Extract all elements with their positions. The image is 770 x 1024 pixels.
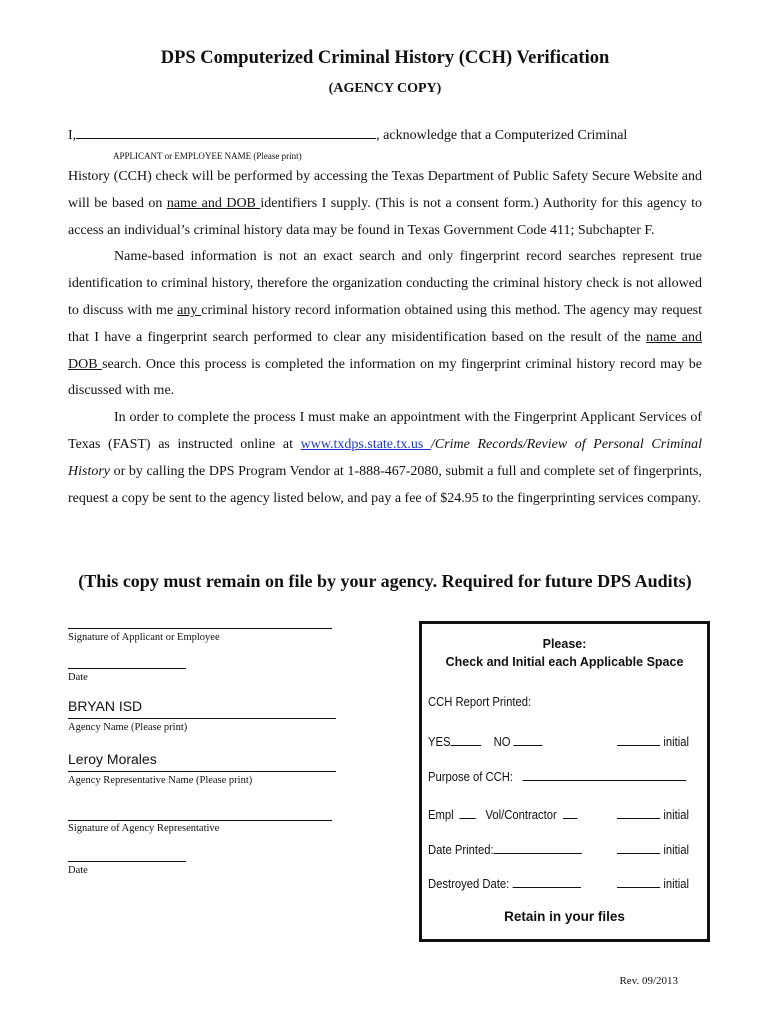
purpose-label: Purpose of CCH: — [428, 770, 514, 784]
initial-row-2 — [617, 807, 689, 822]
destroyed-date-blank[interactable] — [512, 876, 580, 888]
initial-label-2: initial — [663, 808, 689, 822]
p1-text-2: identifiers I supply. (This is not a consent form.) Authority for this agency to access an individual’s criminal history data may be found in Texas Government Code 411; Subchapter F. — [68, 195, 702, 238]
empl-label: Empl — [428, 808, 454, 822]
revision-label: Rev. 09/2013 — [619, 975, 678, 987]
date-line-1[interactable] — [68, 668, 186, 669]
destroyed-date-row — [428, 876, 581, 891]
p2-underline-1: any — [177, 302, 202, 318]
applicant-name-caption: APPLICANT or EMPLOYEE NAME (Please print) — [113, 151, 302, 161]
initial-blank-4[interactable] — [617, 876, 660, 888]
rep-name-line[interactable] — [68, 771, 336, 772]
p3-text-1: In order to complete the process I must make an appointment with the Fingerprint Applicant Services of Texas (FAST) as instructed online at — [68, 410, 702, 452]
p2-text-3: search. Once this process is completed the information on my fingerprint criminal history record may be discussed with me. — [68, 356, 703, 399]
paragraph-2 — [68, 244, 702, 405]
p1-text-1: History (CCH) check will be performed by accessing the Texas Department of Public Safety Secure Website and will be based on — [68, 169, 702, 211]
retain-note: Retain in your files — [504, 909, 625, 924]
report-printed-label: CCH Report Printed: — [428, 695, 532, 709]
vol-blank[interactable] — [563, 807, 577, 819]
no-blank[interactable] — [514, 734, 543, 746]
checklist-heading-2: Check and Initial each Applicable Space — [445, 655, 684, 669]
p3-text-2: or by calling the DPS Program Vendor at 1-888-467-2080, submit a full and complete set of fingerprints, request a copy be sent to the agency listed below, and pay a fee of $24.95 to the fingerprinting services company. — [68, 463, 702, 506]
date-printed-blank[interactable] — [494, 842, 582, 854]
agency-name-label: Agency Name (Please print) — [68, 722, 188, 733]
initial-label-4: initial — [663, 877, 689, 891]
agency-notice: (This copy must remain on file by your agency. Required for future DPS Audits) — [78, 571, 692, 591]
yes-no-row — [428, 734, 542, 749]
vol-label: Vol/Contractor — [485, 808, 557, 822]
form-title: DPS Computerized Criminal History (CCH) Verification — [160, 48, 610, 68]
date-printed-label: Date Printed: — [428, 843, 494, 857]
date-label-2: Date — [68, 865, 88, 876]
purpose-row — [428, 769, 686, 784]
applicant-signature-line[interactable] — [68, 628, 332, 629]
purpose-blank[interactable] — [522, 769, 686, 781]
p2-text-1: Name-based information is not an exact search and only fingerprint record searches represent true identification to criminal history, therefore the organization conducting the criminal history check is not allowed to discuss with me — [68, 249, 702, 318]
date-line-2[interactable] — [68, 861, 186, 862]
initial-row-1 — [617, 734, 689, 749]
initial-row-4 — [617, 876, 689, 891]
initial-blank-3[interactable] — [617, 842, 660, 854]
applicant-signature-label: Signature of Applicant or Employee — [68, 632, 220, 643]
p1-underline: name and DOB — [166, 195, 261, 211]
dps-website-link[interactable]: www.txdps.state.tx.us — [300, 436, 431, 452]
checklist-heading-1: Please: — [542, 637, 587, 651]
form-subtitle: (AGENCY COPY) — [328, 81, 442, 96]
ack-prefix: I, — [68, 128, 77, 143]
acknowledgement-line — [68, 124, 627, 144]
empl-blank[interactable] — [460, 807, 476, 819]
applicant-name-field[interactable] — [76, 124, 376, 139]
initial-label-3: initial — [663, 843, 689, 857]
yes-blank[interactable] — [451, 734, 482, 746]
p2-underline-2: name and DOB — [68, 329, 702, 372]
initial-blank-2[interactable] — [617, 807, 660, 819]
agency-name-value: BRYAN ISD — [68, 698, 143, 714]
empl-row — [428, 807, 577, 822]
agency-signature-label: Signature of Agency Representative — [68, 823, 220, 834]
paragraph-1 — [68, 164, 702, 244]
yes-label: YES — [428, 735, 451, 749]
date-label-1: Date — [68, 672, 88, 683]
ack-suffix: , acknowledge that a Computerized Criminal — [376, 128, 628, 143]
destroyed-date-label: Destroyed Date: — [428, 877, 510, 891]
checklist-box — [419, 621, 710, 942]
date-printed-row — [428, 842, 582, 857]
no-label: NO — [493, 735, 511, 749]
rep-name-label: Agency Representative Name (Please print) — [68, 775, 253, 786]
body-text — [68, 164, 702, 512]
p2-text-2: criminal history record information obtained using this method. The agency may request that I have a fingerprint search performed to clear any misidentification based on the result of the — [68, 302, 702, 345]
p3-italic: /Crime Records/Review of Personal Criminal History — [68, 436, 702, 479]
agency-signature-line[interactable] — [68, 820, 332, 821]
initial-row-3 — [617, 842, 689, 857]
paragraph-3 — [68, 405, 702, 512]
initial-label-1: initial — [663, 735, 689, 749]
rep-name-value: Leroy Morales — [68, 751, 157, 767]
initial-blank-1[interactable] — [617, 734, 660, 746]
agency-name-line[interactable] — [68, 718, 336, 719]
